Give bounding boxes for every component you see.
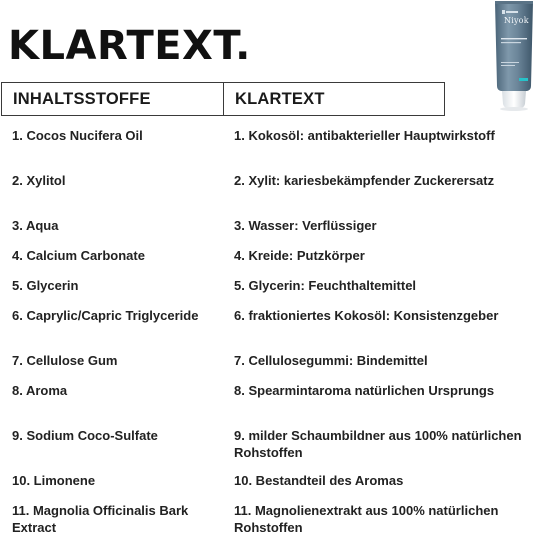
ingredient-cell: 1. Cocos Nucifera Oil (12, 128, 143, 143)
toothpaste-tube-image (489, 0, 538, 112)
ingredient-cell: 3. Aqua (12, 218, 59, 233)
explanation-cell: 7. Cellulosegummi: Bindemittel (234, 353, 428, 368)
header-ingredients: INHALTSSTOFFE (2, 83, 224, 115)
page-title: KLARTEXT. (8, 23, 251, 69)
table-header (1, 82, 445, 116)
ingredient-cell: 4. Calcium Carbonate (12, 248, 145, 263)
ingredient-cell: 9. Sodium Coco-Sulfate (12, 428, 158, 443)
explanation-cell: 3. Wasser: Verflüssiger (234, 218, 377, 233)
ingredient-cell: 6. Caprylic/Capric Triglyceride (12, 308, 199, 323)
explanation-cell: 2. Xylit: kariesbekämpfender Zuckerersatz (234, 173, 495, 188)
header-plain-text: KLARTEXT (235, 89, 325, 108)
product-brand-label: Niyok (504, 16, 529, 25)
ingredient-cell: 8. Aroma (12, 383, 68, 398)
explanation-cell: 6. fraktioniertes Kokosöl: Konsistenzgeber (234, 308, 499, 323)
explanation-cell: 5. Glycerin: Feuchthaltemittel (234, 278, 417, 293)
explanation-cell: 4. Kreide: Putzkörper (234, 248, 365, 263)
ingredient-cell: 11. Magnolia Officinalis Bark Extract (12, 503, 189, 535)
ingredient-cell: 10. Limonene (12, 473, 96, 488)
explanation-cell: 9. milder Schaumbildner aus 100% natürlichen Rohstoffen (234, 428, 522, 460)
explanation-cell: 8. Spearmintaroma natürlichen Ursprungs (234, 383, 495, 398)
ingredient-cell: 5. Glycerin (12, 278, 79, 293)
ingredient-cell: 2. Xylitol (12, 173, 66, 188)
ingredient-cell: 7. Cellulose Gum (12, 353, 118, 368)
explanation-cell: 10. Bestandteil des Aromas (234, 473, 404, 488)
explanation-cell: 11. Magnolienextrakt aus 100% natürlichen Rohstoffen (234, 503, 499, 535)
explanation-cell: 1. Kokosöl: antibakterieller Hauptwirkstoff (234, 128, 495, 143)
